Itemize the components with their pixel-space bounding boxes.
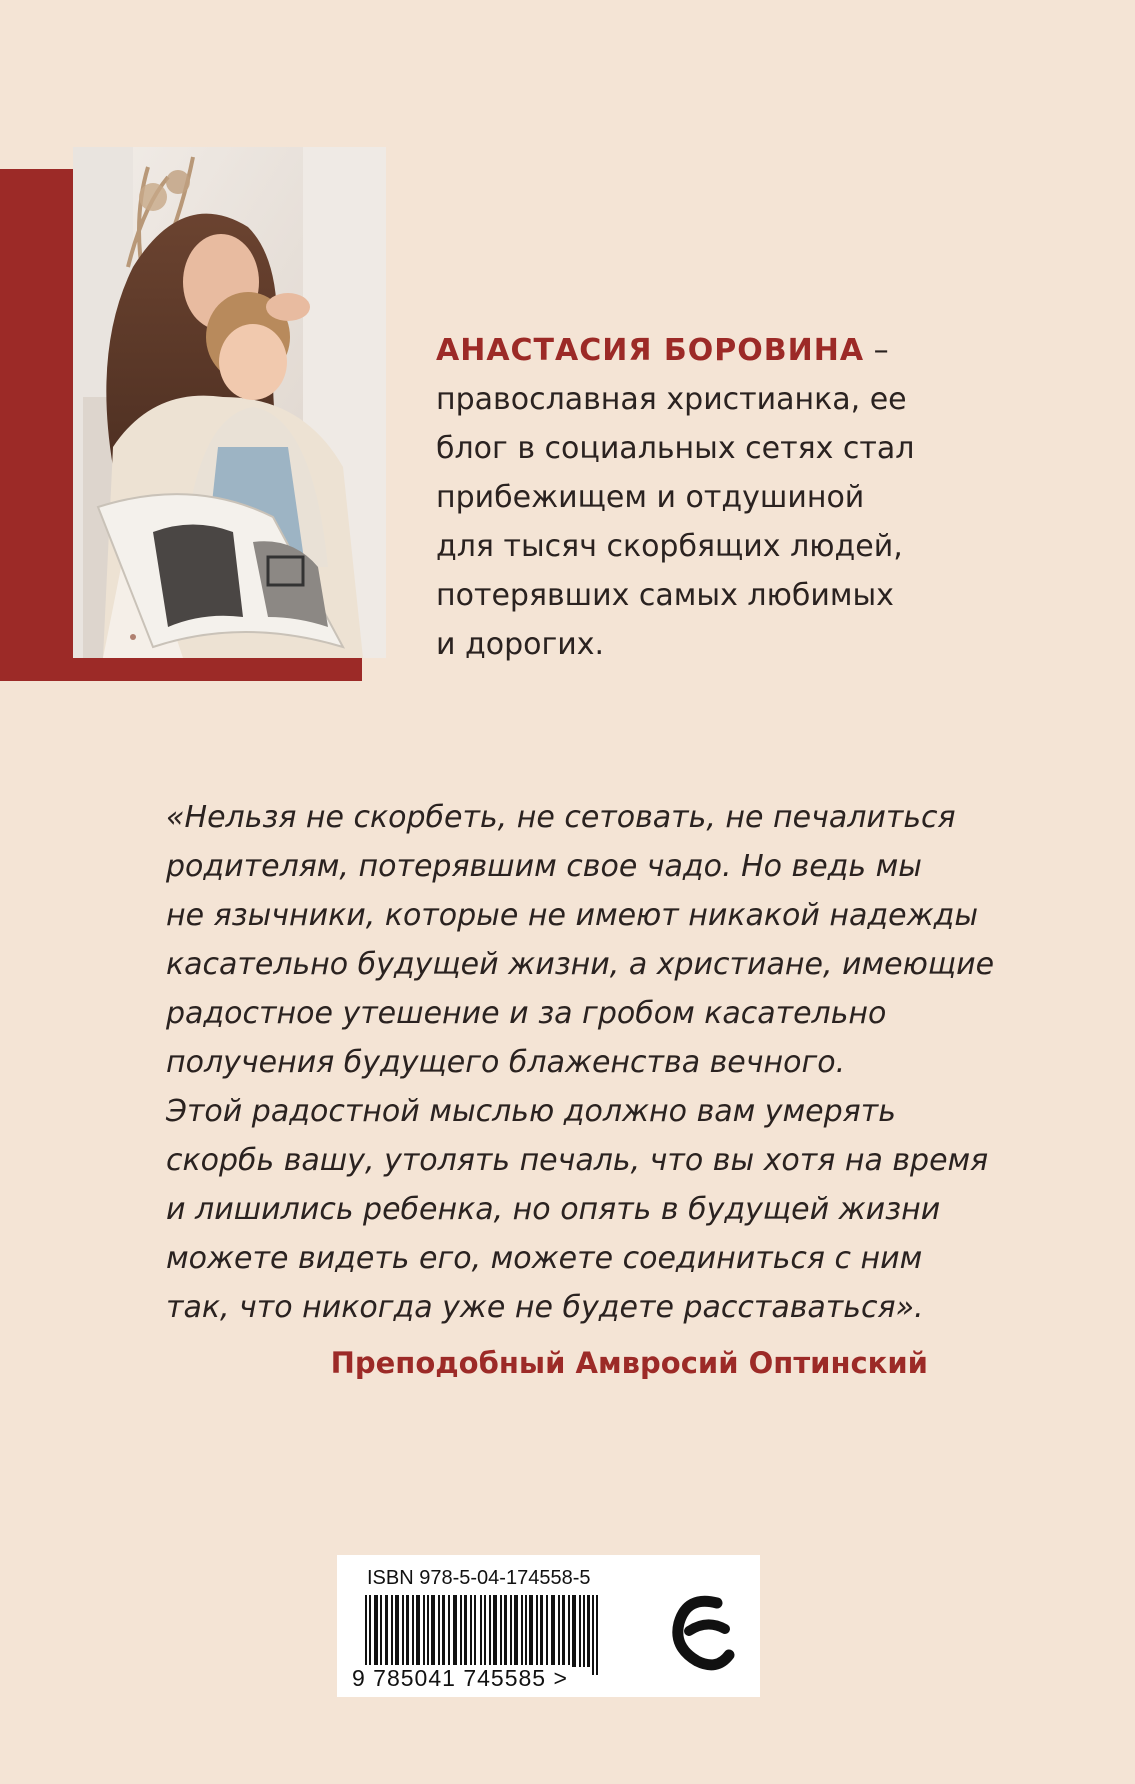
author-bio-line: потерявших самых любимых [436, 578, 894, 613]
quote-line: можете видеть его, можете соединиться с ним [166, 1241, 923, 1276]
quote-line: радостное утешение и за гробом касательно [166, 996, 887, 1031]
quote-line: так, что никогда уже не будете расставаться». [166, 1290, 924, 1325]
author-bio-line: блог в социальных сетях стал [436, 431, 915, 466]
quote-line: касательно будущей жизни, а христиане, имеющие [166, 947, 995, 982]
author-bio-line: православная христианка, ее [436, 382, 907, 417]
barcode-box [337, 1555, 760, 1697]
quote-line: родителям, потерявшим свое чадо. Но ведь мы [166, 849, 922, 884]
author-bio-line: для тысяч скорбящих людей, [436, 529, 903, 564]
author-bio [436, 326, 956, 669]
publisher-logo [667, 1585, 737, 1677]
quote-line: не язычники, которые не имеют никакой надежды [166, 898, 979, 933]
quote-line: скорбь вашу, утолять печаль, что вы хотя на время [166, 1143, 989, 1178]
author-name: АНАСТАСИЯ БОРОВИНА [436, 333, 865, 368]
author-photo [73, 147, 386, 658]
quote-line: получения будущего блаженства вечного. [166, 1045, 846, 1080]
quote-line: и лишились ребенка, но опять в будущей жизни [166, 1192, 941, 1227]
author-bio-line [436, 326, 956, 375]
quote [166, 793, 995, 1332]
barcode-icon [343, 1595, 643, 1675]
quote-line: «Нельзя не скорбеть, не сетовать, не печалиться [166, 800, 956, 835]
mother-child-photo-icon [73, 147, 386, 658]
barcode-digits: 9 785041 745585 > [352, 1665, 568, 1691]
author-dash: – [864, 333, 889, 368]
quote-line: Этой радостной мыслью должно вам умерять [166, 1094, 896, 1129]
quote-attribution: Преподобный Амвросий Оптинский [330, 1346, 928, 1380]
author-bio-line: и дорогих. [436, 627, 605, 662]
eksmo-logo-icon [667, 1585, 737, 1677]
author-bio-line: прибежищем и отдушиной [436, 480, 865, 515]
isbn-label: ISBN 978-5-04-174558-5 [367, 1567, 591, 1589]
